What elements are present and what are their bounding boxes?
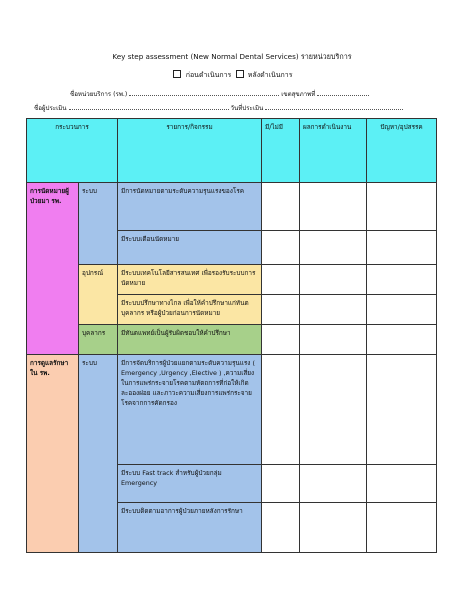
sub-system: ระบบ <box>79 183 118 265</box>
result-cell[interactable] <box>300 231 367 265</box>
yes-no-cell[interactable] <box>262 503 300 553</box>
result-cell[interactable] <box>300 183 367 231</box>
yes-no-cell[interactable] <box>262 231 300 265</box>
sub-system: ระบบ <box>79 355 118 553</box>
yes-no-cell[interactable] <box>262 183 300 231</box>
district-blank[interactable] <box>317 89 369 96</box>
status-checkboxes <box>0 70 464 81</box>
assessor-field-row <box>34 103 403 113</box>
yes-no-cell[interactable] <box>262 355 300 465</box>
problem-cell[interactable] <box>367 325 437 355</box>
table-row <box>27 183 437 231</box>
yes-no-cell[interactable] <box>262 265 300 295</box>
assessor-label: ชื่อผู้ประเมิน <box>34 105 67 112</box>
before-label: ก่อนดำเนินการ <box>185 71 232 79</box>
activity-cell: มีระบบเทคโนโลยีสารสนเทศ เพื่อรองรับระบบการนัดหมาย <box>118 265 262 295</box>
table-row <box>27 355 437 465</box>
header-yes-no: มี/ไม่มี <box>262 119 300 183</box>
result-cell[interactable] <box>300 295 367 325</box>
sub-equipment: อุปกรณ์ <box>79 265 118 325</box>
result-cell[interactable] <box>300 325 367 355</box>
after-label: หลังดำเนินการ <box>247 71 293 79</box>
problem-cell[interactable] <box>367 231 437 265</box>
sub-personnel: บุคลากร <box>79 325 118 355</box>
result-cell[interactable] <box>300 503 367 553</box>
activity-cell: มีการจัดบริการผู้ป่วยแยกตามระดับความรุนแรง ( Emergency ,Urgency ,Elective ) ,ความเสี่ยงในการแพร่กระจายโรคตามหัตถการที่ก่อให้เกิดละอองฝอย และภาวะความเสี่ยงการแพร่กระจายโรคจากการคัดกรอง <box>118 355 262 465</box>
date-label: วันที่ประเมิน <box>230 105 264 112</box>
problem-cell[interactable] <box>367 183 437 231</box>
table-header-row <box>27 119 437 183</box>
header-problem: ปัญหา/อุปสรรค <box>367 119 437 183</box>
category-treatment: การดูแลรักษาใน รพ. <box>27 355 79 553</box>
unit-field-row <box>70 89 369 99</box>
table-row <box>27 325 437 355</box>
yes-no-cell[interactable] <box>262 465 300 503</box>
activity-cell: มีระบบติดตามอาการผู้ป่วยภายหลังการรักษา <box>118 503 262 553</box>
result-cell[interactable] <box>300 265 367 295</box>
header-activity: รายการ/กิจกรรม <box>118 119 262 183</box>
yes-no-cell[interactable] <box>262 295 300 325</box>
category-appointment: การนัดหมายผู้ป่วยมา รพ. <box>27 183 79 355</box>
activity-cell: มีการนัดหมายตามระดับความรุนแรงของโรค <box>118 183 262 231</box>
result-cell[interactable] <box>300 465 367 503</box>
date-blank[interactable] <box>265 103 403 110</box>
problem-cell[interactable] <box>367 265 437 295</box>
activity-cell: มีระบบปรึกษาทางไกล เพื่อให้คำปรึกษาแก่ทันตบุคลากร หรือผู้ป่วยก่อนการนัดหมาย <box>118 295 262 325</box>
activity-cell: มีระบบ Fast track สำหรับผู้ป่วยกลุ่ม Emergency <box>118 465 262 503</box>
problem-cell[interactable] <box>367 295 437 325</box>
yes-no-cell[interactable] <box>262 325 300 355</box>
after-checkbox[interactable] <box>236 70 244 78</box>
problem-cell[interactable] <box>367 465 437 503</box>
unit-label: ชื่อหน่วยบริการ (รพ.) <box>70 91 128 98</box>
assessment-table <box>26 118 437 553</box>
result-cell[interactable] <box>300 355 367 465</box>
activity-cell: มีทันตแพทย์เป็นผู้รับผิดชอบให้คำปรึกษา <box>118 325 262 355</box>
header-result: ผลการดำเนินงาน <box>300 119 367 183</box>
header-process: กระบวนการ <box>27 119 118 183</box>
activity-cell: มีระบบเตือนนัดหมาย <box>118 231 262 265</box>
form-title: Key step assessment (New Normal Dental Services) รายหน่วยบริการ <box>112 52 352 61</box>
table-row <box>27 265 437 295</box>
district-label: เขตสุขภาพที่ <box>281 91 316 98</box>
before-checkbox[interactable] <box>173 70 181 78</box>
assessor-blank[interactable] <box>69 103 229 110</box>
problem-cell[interactable] <box>367 503 437 553</box>
problem-cell[interactable] <box>367 355 437 465</box>
unit-blank[interactable] <box>129 89 279 96</box>
